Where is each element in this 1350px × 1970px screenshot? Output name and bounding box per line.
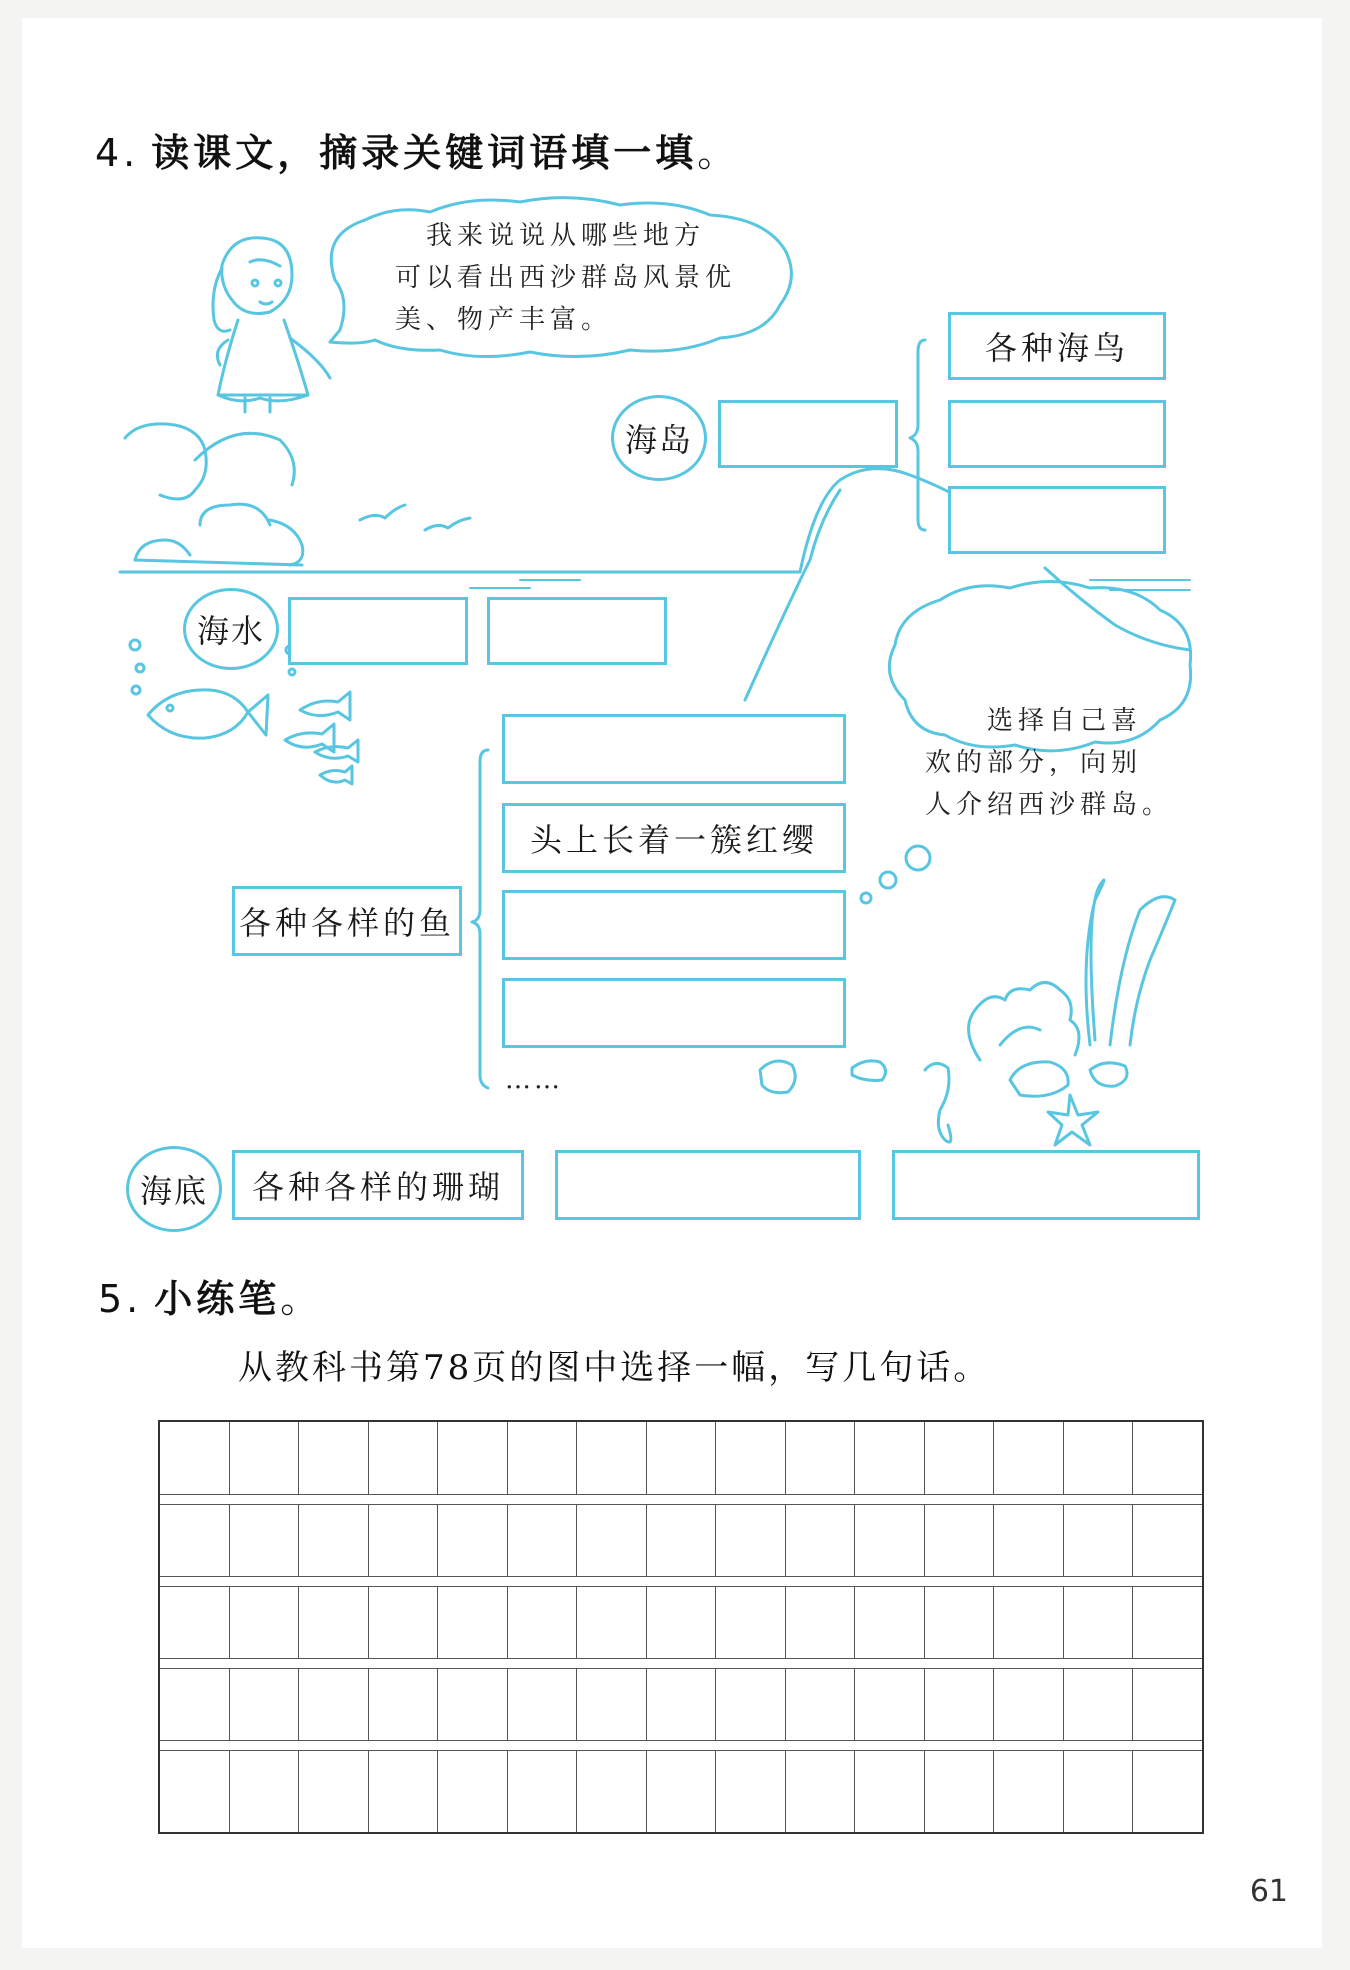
shell xyxy=(760,1061,795,1093)
grid-cell[interactable] xyxy=(786,1750,856,1832)
grid-cell[interactable] xyxy=(230,1668,300,1740)
grid-cell[interactable] xyxy=(438,1750,508,1832)
seabed-label: 海底 xyxy=(126,1146,222,1232)
grid-cell[interactable] xyxy=(994,1586,1064,1658)
grid-cell[interactable] xyxy=(577,1750,647,1832)
grid-cell[interactable] xyxy=(1133,1586,1202,1658)
grid-cell[interactable] xyxy=(1064,1668,1134,1740)
grid-cell[interactable] xyxy=(994,1422,1064,1494)
grid-cell[interactable] xyxy=(438,1586,508,1658)
grid-cell[interactable] xyxy=(1064,1586,1134,1658)
question-end-mark: 。 xyxy=(697,131,740,175)
grid-row xyxy=(160,1668,1202,1740)
grid-cell[interactable] xyxy=(1064,1750,1134,1832)
girl-bubble-line-2: 可以看出西沙群岛风景优 xyxy=(395,263,737,293)
birds-box: 各种海鸟 xyxy=(948,312,1166,380)
grid-cell[interactable] xyxy=(577,1586,647,1658)
grid-cell[interactable] xyxy=(925,1668,995,1740)
grid-cell[interactable] xyxy=(647,1586,717,1658)
grid-cell[interactable] xyxy=(855,1586,925,1658)
grid-cell[interactable] xyxy=(160,1504,230,1576)
fish-label-box: 各种各样的鱼 xyxy=(232,886,462,956)
right-bubble-line-1: 选择自己喜 xyxy=(925,706,1143,736)
grid-cell[interactable] xyxy=(160,1422,230,1494)
grid-cell[interactable] xyxy=(369,1750,439,1832)
grid-line xyxy=(160,1658,1202,1659)
grid-cell[interactable] xyxy=(299,1422,369,1494)
grid-cell[interactable] xyxy=(508,1668,578,1740)
grid-cell[interactable] xyxy=(508,1504,578,1576)
water-label: 海水 xyxy=(183,588,279,670)
question-5-title xyxy=(98,1268,322,1323)
grid-cell[interactable] xyxy=(160,1586,230,1658)
grid-cell[interactable] xyxy=(438,1422,508,1494)
grid-cell[interactable] xyxy=(577,1668,647,1740)
question-text: 小练笔 xyxy=(154,1276,281,1321)
grid-cell[interactable] xyxy=(508,1586,578,1658)
writing-instruction: 从教科书第78页的图中选择一幅，写几句话。 xyxy=(238,1348,991,1388)
water-answer-box-2[interactable] xyxy=(487,597,667,665)
grid-cell[interactable] xyxy=(925,1586,995,1658)
grid-line xyxy=(160,1576,1202,1577)
small-fish xyxy=(300,692,350,720)
rocks xyxy=(1010,1062,1127,1096)
grid-cell[interactable] xyxy=(716,1586,786,1658)
right-bubble-text xyxy=(925,700,1173,826)
coral xyxy=(969,983,1079,1061)
grid-cell[interactable] xyxy=(577,1422,647,1494)
grid-cell[interactable] xyxy=(299,1668,369,1740)
grid-cell[interactable] xyxy=(1064,1422,1134,1494)
grid-cell[interactable] xyxy=(647,1750,717,1832)
water-answer-box-1[interactable] xyxy=(288,597,468,665)
grid-cell[interactable] xyxy=(716,1422,786,1494)
grid-cell[interactable] xyxy=(1064,1504,1134,1576)
seaweed xyxy=(1086,880,1175,1045)
grid-cell[interactable] xyxy=(230,1586,300,1658)
grid-cell[interactable] xyxy=(230,1422,300,1494)
grid-line xyxy=(160,1494,1202,1495)
grid-cell[interactable] xyxy=(855,1750,925,1832)
grid-cell[interactable] xyxy=(855,1422,925,1494)
question-text: 读课文，摘录关键词语填一填 xyxy=(151,130,698,175)
girl-bubble-line-3: 美、物产丰富。 xyxy=(395,305,613,335)
grid-cell[interactable] xyxy=(855,1504,925,1576)
grid-cell[interactable] xyxy=(786,1586,856,1658)
seabed-answer-box-2[interactable] xyxy=(555,1150,861,1220)
seabed-answer-box-3[interactable] xyxy=(892,1150,1200,1220)
fish-example-box: 头上长着一簇红缨 xyxy=(502,803,846,873)
cloud xyxy=(125,424,303,565)
grid-cell[interactable] xyxy=(994,1504,1064,1576)
big-fish xyxy=(148,690,268,738)
girl-illustration xyxy=(213,238,330,412)
grid-cell[interactable] xyxy=(716,1750,786,1832)
grid-cell[interactable] xyxy=(716,1504,786,1576)
fish-answer-box-3[interactable] xyxy=(502,890,846,960)
island-detail-box-3[interactable] xyxy=(948,486,1166,554)
grid-cell[interactable] xyxy=(925,1504,995,1576)
fish-answer-box-1[interactable] xyxy=(502,714,846,784)
island-answer-box[interactable] xyxy=(718,400,898,468)
grid-cell[interactable] xyxy=(299,1586,369,1658)
grid-cell[interactable] xyxy=(1133,1668,1202,1740)
grid-cell[interactable] xyxy=(160,1668,230,1740)
grid-cell[interactable] xyxy=(577,1504,647,1576)
seahorse xyxy=(925,1063,951,1142)
page-number: 61 xyxy=(1249,1874,1288,1909)
grid-cell[interactable] xyxy=(647,1668,717,1740)
grid-cell[interactable] xyxy=(369,1668,439,1740)
grid-cell[interactable] xyxy=(160,1750,230,1832)
grid-cell[interactable] xyxy=(786,1668,856,1740)
grid-cell[interactable] xyxy=(1133,1750,1202,1832)
snail-shell xyxy=(852,1061,886,1081)
grid-cell[interactable] xyxy=(1133,1504,1202,1576)
girl-bubble-text xyxy=(395,215,736,341)
grid-row xyxy=(160,1504,1202,1576)
girl-bubble-line-1: 我来说说从哪些地方 xyxy=(395,221,706,251)
right-bubble-line-3: 人介绍西沙群岛。 xyxy=(925,790,1174,820)
grid-cell[interactable] xyxy=(994,1750,1064,1832)
island-detail-box-2[interactable] xyxy=(948,400,1166,468)
grid-cell[interactable] xyxy=(299,1750,369,1832)
grid-cell[interactable] xyxy=(230,1504,300,1576)
grid-cell[interactable] xyxy=(369,1422,439,1494)
grid-cell[interactable] xyxy=(508,1750,578,1832)
grid-cell[interactable] xyxy=(994,1668,1064,1740)
grid-row xyxy=(160,1586,1202,1658)
grid-cell[interactable] xyxy=(438,1504,508,1576)
grid-cell[interactable] xyxy=(369,1504,439,1576)
fish-ellipsis: …… xyxy=(505,1065,563,1095)
grid-cell[interactable] xyxy=(786,1504,856,1576)
grid-line xyxy=(160,1740,1202,1741)
right-bubble-line-2: 欢的部分，向别 xyxy=(925,748,1143,778)
grid-cell[interactable] xyxy=(925,1750,995,1832)
grid-cell[interactable] xyxy=(716,1668,786,1740)
grid-cell[interactable] xyxy=(230,1750,300,1832)
grid-cell[interactable] xyxy=(508,1422,578,1494)
coral-box: 各种各样的珊瑚 xyxy=(232,1150,524,1220)
starfish xyxy=(1048,1095,1098,1145)
question-number: 5. xyxy=(98,1277,143,1321)
grid-cell[interactable] xyxy=(647,1422,717,1494)
grid-cell[interactable] xyxy=(369,1586,439,1658)
grid-cell[interactable] xyxy=(438,1668,508,1740)
question-number: 4. xyxy=(95,131,140,175)
grid-cell[interactable] xyxy=(855,1668,925,1740)
writing-grid[interactable] xyxy=(158,1420,1204,1834)
grid-cell[interactable] xyxy=(647,1504,717,1576)
grid-row xyxy=(160,1750,1202,1832)
grid-cell[interactable] xyxy=(299,1504,369,1576)
island-label: 海岛 xyxy=(611,395,707,481)
grid-row xyxy=(160,1422,1202,1494)
grid-cell[interactable] xyxy=(925,1422,995,1494)
grid-cell[interactable] xyxy=(786,1422,856,1494)
grid-cell[interactable] xyxy=(1133,1422,1202,1494)
fish-answer-box-4[interactable] xyxy=(502,978,846,1048)
question-end-mark: 。 xyxy=(280,1277,323,1321)
